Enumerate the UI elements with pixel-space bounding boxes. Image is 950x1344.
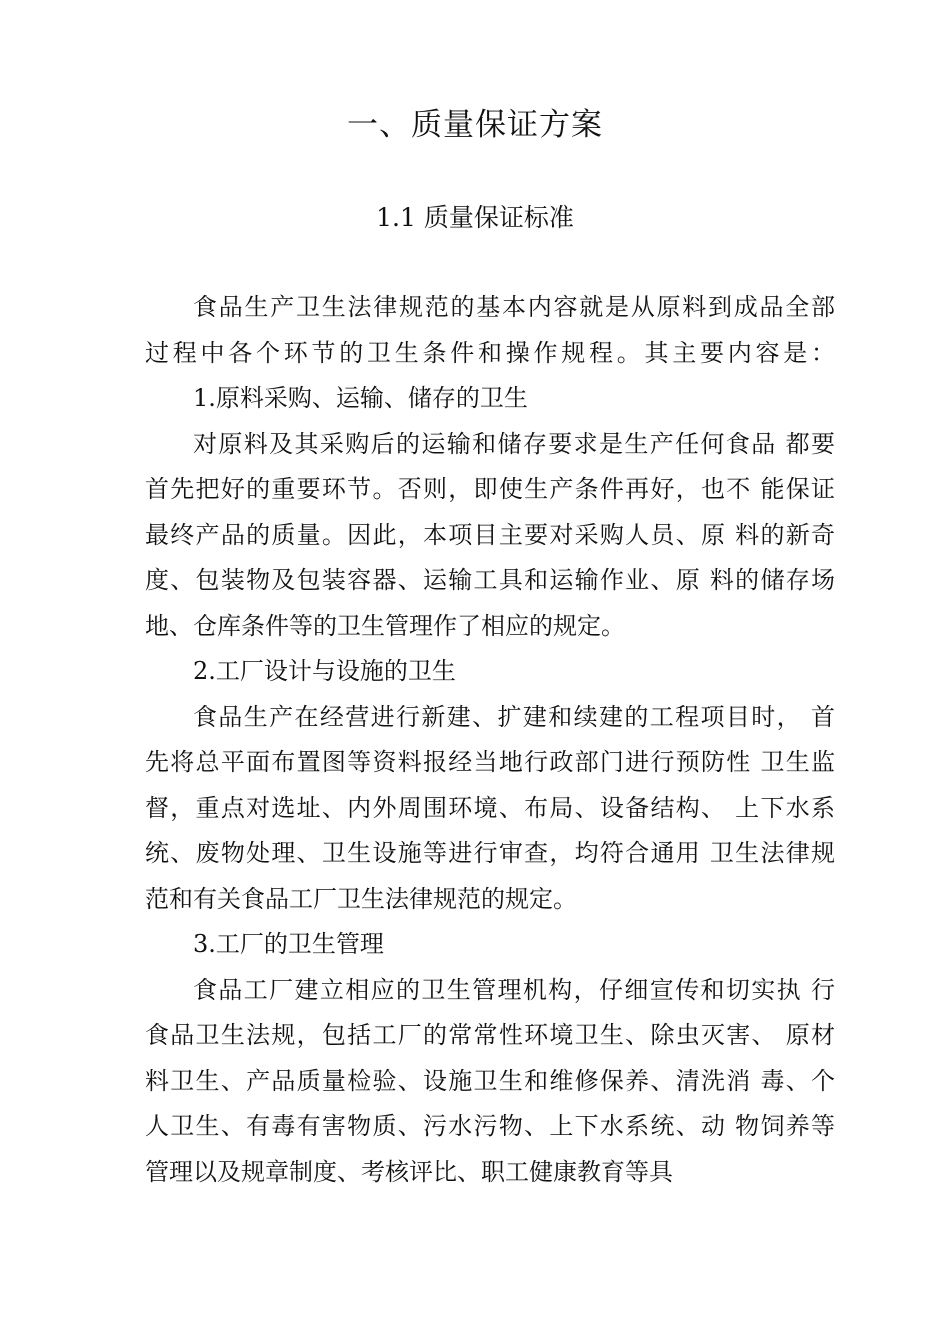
paragraph-line: 食品生产卫生法律规范的基本内容就是从原料到成品全部 xyxy=(193,293,835,321)
section-heading: 1.1 质量保证标准 xyxy=(376,203,574,232)
paragraph-line: 统、废物处理、卫生设施等进行审查，均符合通用 卫生法律规 xyxy=(145,839,835,867)
list-heading: 2.工厂设计与设施的卫生 xyxy=(193,657,456,685)
paragraph-line: 食品工厂建立相应的卫生管理机构，仔细宣传和切实执 行 xyxy=(193,975,835,1004)
paragraph-line: 人卫生、有毒有害物质、污水污物、上下水系统、动 物饲养等 xyxy=(145,1112,835,1140)
paragraph-line: 食品生产在经营进行新建、扩建和续建的工程项目时， 首 xyxy=(193,702,835,731)
list-heading: 3.工厂的卫生管理 xyxy=(193,930,384,958)
paragraph-line: 先将总平面布置图等资料报经当地行政部门进行预防性 卫生监 xyxy=(145,748,835,776)
document-title: 一、质量保证方案 xyxy=(347,107,603,143)
list-heading: 1.原料采购、运输、储存的卫生 xyxy=(193,384,528,412)
paragraph-line: 督，重点对选址、内外周围环境、布局、设备结构、 上下水系 xyxy=(145,793,835,822)
paragraph-line: 料卫生、产品质量检验、设施卫生和维修保养、清洗消 毒、个 xyxy=(145,1066,835,1095)
paragraph-line: 管理以及规章制度、考核评比、职工健康教育等具 xyxy=(145,1157,673,1186)
body-text xyxy=(145,285,835,1195)
paragraph-line: 地、仓库条件等的卫生管理作了相应的规定。 xyxy=(145,611,625,640)
paragraph-line: 最终产品的质量。因此，本项目主要对采购人员、原 料的新奇 xyxy=(145,520,835,549)
paragraph-line: 食品卫生法规，包括工厂的常常性环境卫生、除虫灭害、 原材 xyxy=(145,1021,835,1049)
paragraph-line: 范和有关食品工厂卫生法律规范的规定。 xyxy=(145,884,577,913)
paragraph-line: 过程中各个环节的卫生条件和操作规程。其主要内容是： xyxy=(145,338,835,367)
paragraph-line: 对原料及其采购后的运输和储存要求是生产任何食品 都要 xyxy=(193,429,835,458)
paragraph-line: 首先把好的重要环节。否则，即使生产条件再好，也不 能保证 xyxy=(145,475,835,503)
paragraph-line: 度、包装物及包装容器、运输工具和运输作业、原 料的储存场 xyxy=(145,566,835,594)
